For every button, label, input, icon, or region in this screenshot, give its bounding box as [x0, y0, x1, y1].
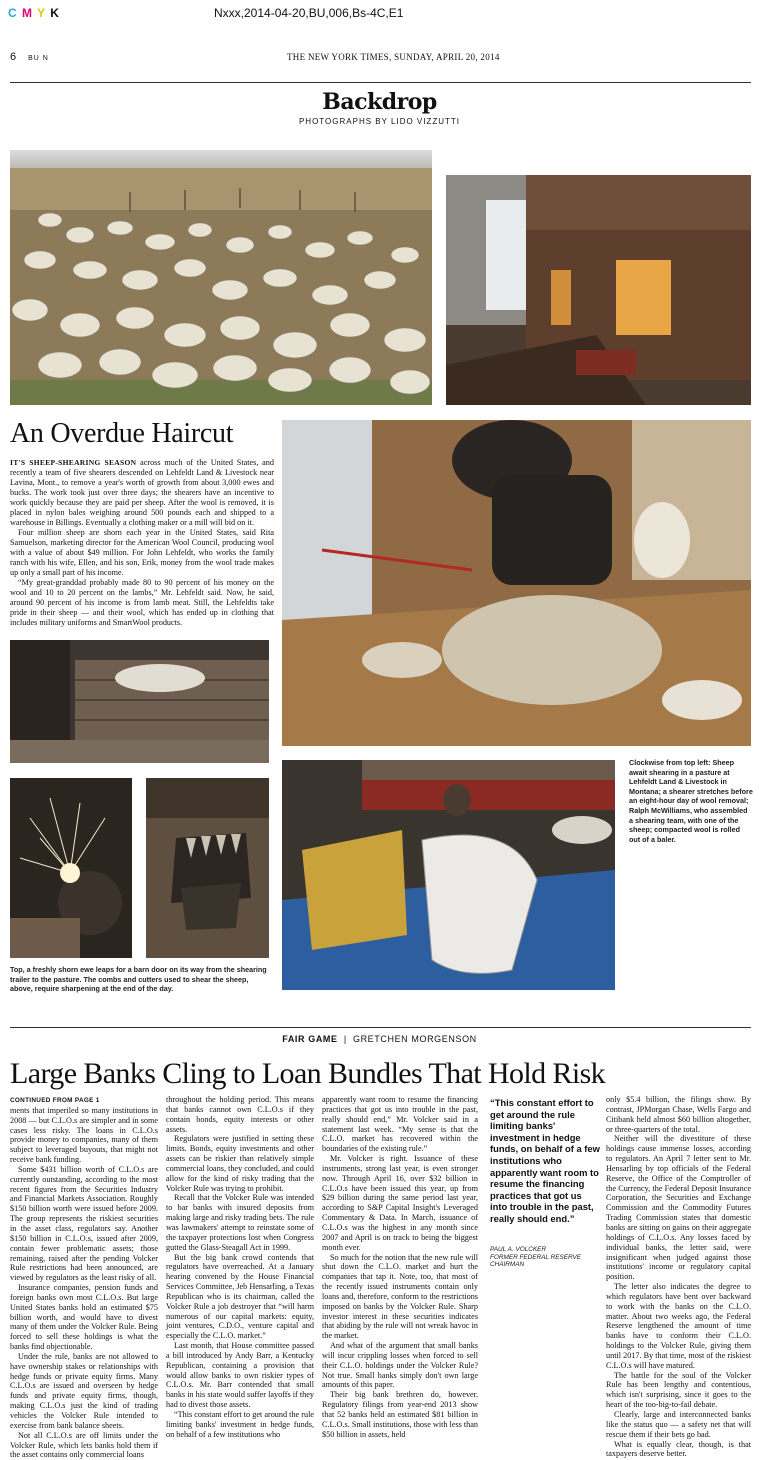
- feature-story: [10, 458, 274, 628]
- column-paragraph: Last month, that House committee passed a bill introduced by Andy Barr, a Kentucky Republican, containing a provision that would allow banks to own riskier types of C.L.O.s. Mr. Barr contended that small banks in his state would suffer layoffs if they had to divest those assets.: [166, 1341, 314, 1410]
- section-title: Backdrop: [322, 89, 437, 115]
- column-paragraph: What is equally clear, though, is that taxpayers deserve better.: [606, 1439, 751, 1459]
- section-code: BU N: [28, 55, 49, 62]
- column-paragraph: “This constant effort to get around the rule limiting banks' investment in hedge funds, on behalf of a few institutions who: [166, 1410, 314, 1439]
- photo-shearer-with-sheep: [282, 420, 751, 746]
- column-paragraph: Under the rule, banks are not allowed to have ownership stakes or relationships with hedge funds or private equity firms. Many C.L.O.s are issued and overseen by hedge funds and private equity firms, though, making C.L.O.s just the kind of trading vehicles the Volcker Rule intended to exercise from bank balance sheets.: [10, 1351, 158, 1430]
- column-headline: Large Banks Cling to Loan Bundles That Hold Risk: [10, 1057, 606, 1090]
- column-paragraph: So much for the notion that the new rule will shut down the C.L.O. market and hurt the companies that tap it. Note, too, that most of the recently issued instruments contain only loans and, therefore, conform to the restrictions imposed on banks by the Volcker Rule. Sharp investor interest in these securities indicates that abiding by the rule will not wreak havoc in the market.: [322, 1252, 478, 1341]
- story-paragraph: Four million sheep are shorn each year in the United States, said Rita Samuelson, marketing director for the American Wool Council, producing wool with a value of about $49 million. For John Lehfeldt, who works the family ranch with his wife, Ellen, and his son, Erik, money from the wool trade makes up only a small part of his income.: [10, 528, 274, 577]
- column-paragraph: Regulators were justified in setting these limits. Bonds, equity investments and other assets can be riskier than relatively simple commercial loans, they concluded, and could allow for the kind of risky trading that the Volcker Rule was trying to prohibit.: [166, 1134, 315, 1193]
- column-paragraph: Clearly, large and interconnected banks like the status quo — a safety net that will rescue them if their bets go bad.: [606, 1410, 751, 1439]
- reg-m: M: [22, 6, 34, 20]
- kicker-label: FAIR GAME: [282, 1034, 338, 1044]
- dateline: THE NEW YORK TIMES, SUNDAY, APRIL 20, 2014: [287, 52, 500, 62]
- column-text-2: [166, 1095, 315, 1439]
- reg-y: Y: [37, 6, 46, 20]
- photo-caption-right: Clockwise from top left: Sheep await shearing in a pasture at Lehfeldt Land & Livestock in Montana; a shearer stretches before an eight-hour day of wool removal; Ralph McWilliams, who assembled a shearing team, with one of the sheep; compacted wool is rolled out of a baler.: [629, 758, 753, 844]
- column-paragraph: ments that imperiled so many institutions in 2008 — but C.L.O.s are simpler and in some cases less risky. The loans in C.L.O.s provide money to companies, many of them subject to leveraged buyouts, that might not receive bank funding.: [10, 1105, 158, 1165]
- column-paragraph: Some $431 billion worth of C.L.O.s are currently outstanding, according to the most recent figures from the Securities Industry and Financial Markets Association. Roughly $150 billion worth were issued before 2009. The group represents the riskiest securities in the asset class, regulators say. Another $150 billion in C.L.O.s, issued after 2009, contain fewer problematic assets; those remaining, raised after the pending Volcker Rule restrictions had been announced, are viewed by regulators as the least risky of all.: [10, 1164, 158, 1283]
- column-paragraph: throughout the holding period. This means that banks cannot own C.L.O.s if they contain bonds, equity interests or other assets.: [166, 1095, 314, 1134]
- print-slug: Nxxx,2014-04-20,BU,006,Bs-4C,E1: [214, 6, 404, 20]
- column-paragraph: only $5.4 billion, the filings show. By contrast, JPMorgan Chase, Wells Fargo and Citibank held almost $60 billion altogether, or three-quarters of the total.: [606, 1095, 751, 1134]
- column-paragraph: The battle for the soul of the Volcker Rule has been lengthy and contentious, which isn't surprising, since it goes to the heart of the too-big-to-fail debate.: [606, 1370, 751, 1410]
- pull-quote-attribution: [490, 1246, 600, 1269]
- photo-combs-and-cutters: [146, 778, 269, 958]
- column-paragraph: Not all C.L.O.s are off limits under the Volcker Rule, which lets banks hold them if the asset contains only commercial loans: [10, 1430, 158, 1460]
- column-kicker: FAIR GAME | GRETCHEN MORGENSON: [282, 1034, 477, 1044]
- continued-label: CONTINUED FROM PAGE 1: [10, 1097, 100, 1104]
- reg-k: K: [50, 6, 60, 20]
- column-paragraph: But the big bank crowd contends that regulators have overreached. At a January hearing convened by the House Financial Services Committee, Jeb Hensarling, a Texas Republican who is its chairman, called the Volcker Rule a job destroyer that “will harm numerous of our capital markets: equity, joint ventures, C.D.O., venture capital and especially the C.L.O. market.”: [166, 1252, 314, 1341]
- pull-attr-title: FORMER FEDERAL RESERVE CHAIRMAN: [490, 1253, 582, 1269]
- story-paragraph: “My great-granddad probably made 80 to 90 percent of his money on the wool and 10 to 20 percent on the lambs,” Mr. Lehfeldt said. Now, he said, around 90 percent of his income is from lamb meat. Still, the Lehfeldts take pride in their sheep — and their wool, which has ended up in clothing that includes military uniforms and SmartWool products.: [10, 578, 274, 627]
- photo-caption-left: Top, a freshly shorn ewe leaps for a barn door on its way from the shearing trailer to the pasture. The combs and cutters used to shear the sheep, above, require sharpening at the end of the day.: [10, 965, 267, 994]
- page-folio: [10, 51, 49, 63]
- pull-quote: “This constant effort to get around the rule limiting banks' investment in hedge funds, on behalf of a few institutions who apparently want room to resume the financing practices that got us into trouble in the past, really should end.”: [490, 1097, 600, 1224]
- column-paragraph: Recall that the Volcker Rule was intended to bar banks with insured deposits from making large and risky trading bets. The rule was lawmakers' attempt to reinstate some of the taxpayer protections lost when Congress gutted the Glass-Steagall Act in 1999.: [166, 1193, 314, 1252]
- column-text-3: [322, 1095, 478, 1439]
- column-paragraph: Their big bank brethren do, however. Regulatory filings from year-end 2013 show that 52 banks held an estimated $81 billion in C.L.O.s. Small institutions, those with less than $50 billion in assets, held: [322, 1390, 478, 1439]
- continued-line: [10, 1095, 158, 1106]
- column-paragraph: And what of the argument that small banks will incur crippling losses when forced to sell their C.L.O. holdings under the Volcker Rule? Not true. Small banks simply don't own large amounts of this paper.: [322, 1341, 478, 1390]
- photo-wool-baler: [282, 760, 615, 990]
- photo-shorn-ewe-leaping: [10, 640, 269, 763]
- column-paragraph: apparently want room to resume the financing practices that got us into trouble in the past, really should end,” Mr. Volcker said in a statement last week. “My sense is that the C.L.O. market has recovered within the boundaries of the existing rule.”: [322, 1095, 478, 1154]
- column-paragraph: Insurance companies, pension funds and foreign banks own most C.L.O.s. But large United States banks hold an estimated $75 billion worth, and would have to divest many of them under the Volcker Rule. Being forced to sell these holdings is what the banks find objectionable.: [10, 1283, 158, 1352]
- photo-sheep-pasture: [10, 150, 432, 405]
- column-text-4: [606, 1095, 751, 1459]
- pull-attr-name: PAUL A. VOLCKER: [490, 1246, 546, 1253]
- story-paragraph-text: across much of the United States, and recently a team of five shearers descended on Lehfeldt Land & Livestock near Lavina, Mont., to remove a year's worth of growth from about 3,000 ewes and bucks. The work took just over three days; the shearers have an incentive to work quickly because they are paid per sheep. After the wool is removed, it is placed in nylon bales weighing around 500 pounds each and shipped to a warehouse in Billings. Eventually a clothing maker or a mill will bid on it.: [10, 458, 274, 527]
- column-rule: [10, 1027, 751, 1028]
- column-text-1: [10, 1095, 158, 1460]
- photo-sharpening-sparks: [10, 778, 132, 958]
- column-paragraph: The letter also indicates the degree to which regulators have bent over backward to work with the banks on the C.L.O. matter. About two weeks ago, the Federal Reserve lengthened the amount of time banks have to conform their C.L.O. holdings to the Volcker Rule, giving them until 2017. By that time, most of the riskiest C.L.O.s will have matured.: [606, 1282, 751, 1370]
- photo-credit: PHOTOGRAPHS BY LIDO VIZZUTTI: [298, 117, 461, 126]
- story-paragraph: [10, 458, 274, 528]
- photo-shearing-trailer: [446, 175, 751, 405]
- reg-c: C: [8, 6, 18, 20]
- column-paragraph: Mr. Volcker is right. Issuance of these instruments, strong last year, is even stronger now. Through April 16, over $32 billion in C.L.O.s have been issued this year, up from $29 billion during the same period last year, according to S&P Capital Insight's Leveraged Commentary & Data. In March, issuance of C.L.O.s was the highest in any month since 2007 and April is on track to being the biggest month ever.: [322, 1154, 478, 1252]
- story-lead-in: IT'S SHEEP-SHEARING SEASON: [10, 458, 137, 467]
- feature-headline: An Overdue Haircut: [10, 418, 234, 449]
- column-paragraph: Neither will the divestiture of these holdings cause immense losses, according to regulators. An April 7 letter sent to Mr. Hensarling by top officials of the Federal Reserve, the Office of the Comptroller of the Currency, the Federal Deposit Insurance Corporation, the Securities and Exchange Commission and the Commodity Futures Trading Commission states that domestic banks are sitting on gains on their aggregate holdings of C.L.O.s. Any losses faced by individual banks, the letter said, were insignificant when judged against those institutions' income or regulatory capital position.: [606, 1134, 751, 1282]
- registration-marks: [8, 6, 60, 20]
- byline: GRETCHEN MORGENSON: [352, 1034, 477, 1044]
- page-number: 6: [10, 51, 17, 63]
- header-rule: [10, 82, 751, 83]
